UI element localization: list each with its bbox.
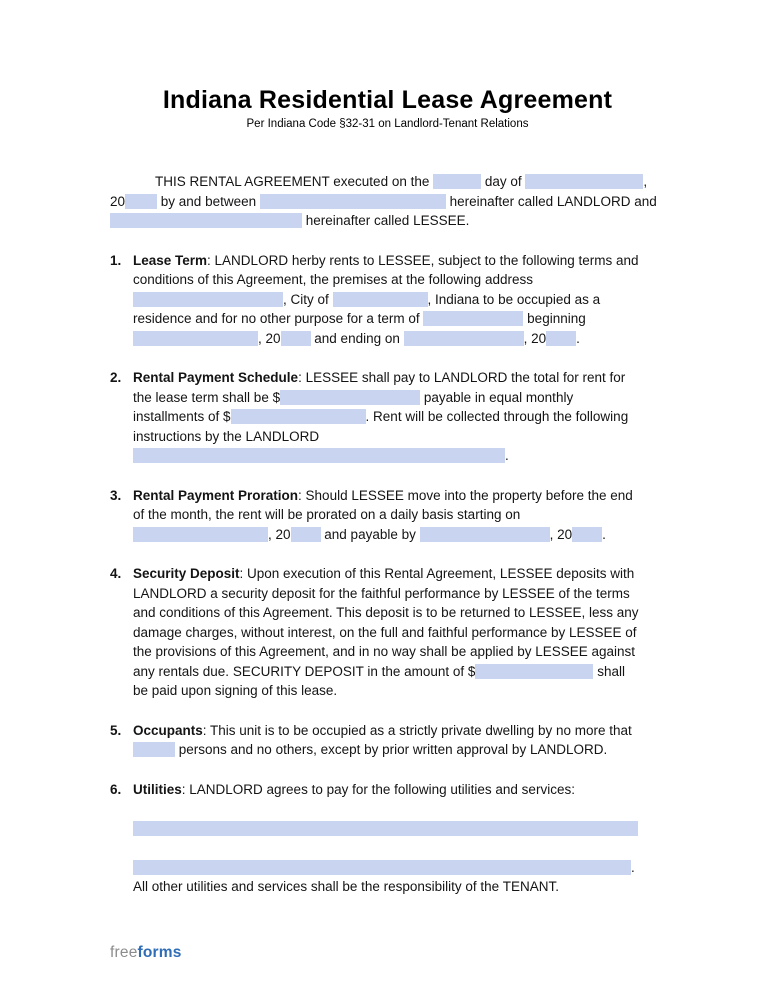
text-run: by and between: [157, 193, 260, 209]
section-body: [133, 251, 640, 349]
begin-year-blank[interactable]: [281, 331, 311, 346]
text-run: , City of: [283, 291, 333, 307]
text-run: .: [631, 859, 635, 875]
text-run: hereinafter called LESSEE.: [302, 213, 470, 228]
bold-run: Lease Term: [133, 252, 208, 268]
text-run: hereinafter called LANDLORD and: [445, 193, 657, 209]
text-run: beginning: [523, 311, 586, 326]
section-body: [133, 780, 640, 897]
execution-day-blank[interactable]: [433, 174, 481, 189]
section-body: [133, 564, 640, 701]
text-run: , 20: [268, 526, 291, 542]
text-run: .: [576, 330, 580, 346]
occupants-count-blank[interactable]: [133, 742, 175, 757]
section-number: 4.: [110, 566, 122, 581]
bold-run: Occupants: [133, 722, 203, 738]
text-run: : This unit is to be occupied as a strictly private dwelling by no more that: [202, 722, 632, 738]
freeforms-logo: [110, 944, 182, 962]
text-run: , 20: [110, 174, 648, 209]
section-utilities: [110, 780, 665, 897]
text-run: : LANDLORD herby rents to LESSEE, subject to the following terms and conditions of this Agreement, the premises at the following address: [133, 252, 639, 287]
document-title: Indiana Residential Lease Agreement: [162, 86, 613, 114]
total-rent-blank[interactable]: [280, 390, 420, 405]
section-rental-payment-schedule: [110, 368, 665, 466]
text-run: persons and no others, except by prior written approval by LANDLORD.: [175, 742, 608, 757]
text-run: $: [467, 663, 476, 679]
premises-address-blank[interactable]: [133, 292, 283, 307]
section-body: [133, 721, 640, 760]
execution-month-blank[interactable]: [525, 174, 643, 189]
section-body: [133, 486, 640, 545]
execution-year-blank[interactable]: [125, 194, 157, 209]
bold-run: Rental Payment Proration: [133, 487, 299, 503]
logo-free: free: [110, 944, 138, 961]
section-body: [133, 368, 640, 466]
collection-instructions-blank[interactable]: [133, 448, 505, 463]
bold-run: Rental Payment Schedule: [133, 370, 299, 385]
text-run: , 20: [258, 330, 281, 346]
text-run: shall be paid upon signing of this lease.: [133, 663, 625, 698]
landlord-name-blank[interactable]: [260, 194, 446, 209]
text-run: .: [602, 526, 606, 542]
section-number: 3.: [110, 487, 122, 503]
utilities-blank-2[interactable]: [133, 860, 631, 875]
text-run: . Rent will be collected through the following instructions by the LANDLORD: [133, 409, 629, 444]
begin-date-blank[interactable]: [133, 331, 258, 346]
section-number: 1.: [110, 252, 122, 268]
section-lease-term: [110, 251, 665, 349]
text-run: , 20: [523, 330, 547, 346]
text-run: .: [505, 448, 509, 463]
payable-by-date-blank[interactable]: [420, 527, 550, 542]
text-run: : LESSEE shall pay to LANDLORD the total for rent for the lease term shall be $: [133, 370, 626, 405]
text-run: THIS RENTAL AGREEMENT executed on the: [155, 174, 434, 189]
intro-paragraph: [110, 172, 665, 231]
bold-run: Security Deposit: [133, 566, 240, 581]
text-run: payable in equal monthly installments of $: [133, 389, 574, 424]
section-security-deposit: [110, 564, 665, 701]
text-run: All other utilities and services shall be the responsibility of the TENANT.: [133, 879, 559, 894]
text-run: , Indiana to be occupied as a residence and for no other purpose for a term of: [133, 291, 601, 326]
lease-term-length-blank[interactable]: [423, 311, 523, 326]
payable-by-year-blank[interactable]: [572, 527, 602, 542]
utilities-blank-1[interactable]: [133, 821, 638, 836]
lessee-name-blank[interactable]: [110, 213, 302, 228]
lease-sections: [110, 251, 665, 897]
end-year-blank[interactable]: [546, 331, 576, 346]
logo-forms: forms: [137, 944, 182, 961]
proration-start-year-blank[interactable]: [291, 527, 321, 542]
section-number: 5.: [110, 722, 122, 738]
text-run: : Should LESSEE move into the property before the end of the month, the rent will be prorated on a daily basis starting on: [133, 487, 633, 522]
section-number: 6.: [110, 781, 122, 797]
document-subtitle: Per Indiana Code §32-31 on Landlord-Tenant Relations: [246, 118, 529, 130]
text-run: , 20: [549, 526, 573, 542]
text-run: and payable by: [320, 526, 420, 542]
section-rental-payment-proration: [110, 486, 665, 545]
text-run: day of: [481, 174, 526, 189]
text-run: : Upon execution of this Rental Agreement, LESSEE deposits with LANDLORD a security deposit for the faithful performance by LESSEE of the terms and conditions of this Agreement. This deposit is to be returned to LESSEE, less any damage charges, without interest, on the full and faithful performance by LESSEE of the provisions of this Agreement, and in no way shall be applied by LESSEE against any rentals due. SECURITY DEPOSIT in the amount of: [133, 566, 639, 679]
deposit-amount-blank[interactable]: [475, 664, 593, 679]
city-blank[interactable]: [333, 292, 428, 307]
text-run: : LANDLORD agrees to pay for the following utilities and services:: [181, 781, 575, 797]
end-date-blank[interactable]: [404, 331, 524, 346]
proration-start-date-blank[interactable]: [133, 527, 268, 542]
text-run: and ending on: [310, 330, 404, 346]
monthly-installment-blank[interactable]: [231, 409, 366, 424]
section-number: 2.: [110, 370, 122, 385]
bold-run: Utilities: [133, 781, 182, 797]
section-occupants: [110, 721, 665, 760]
